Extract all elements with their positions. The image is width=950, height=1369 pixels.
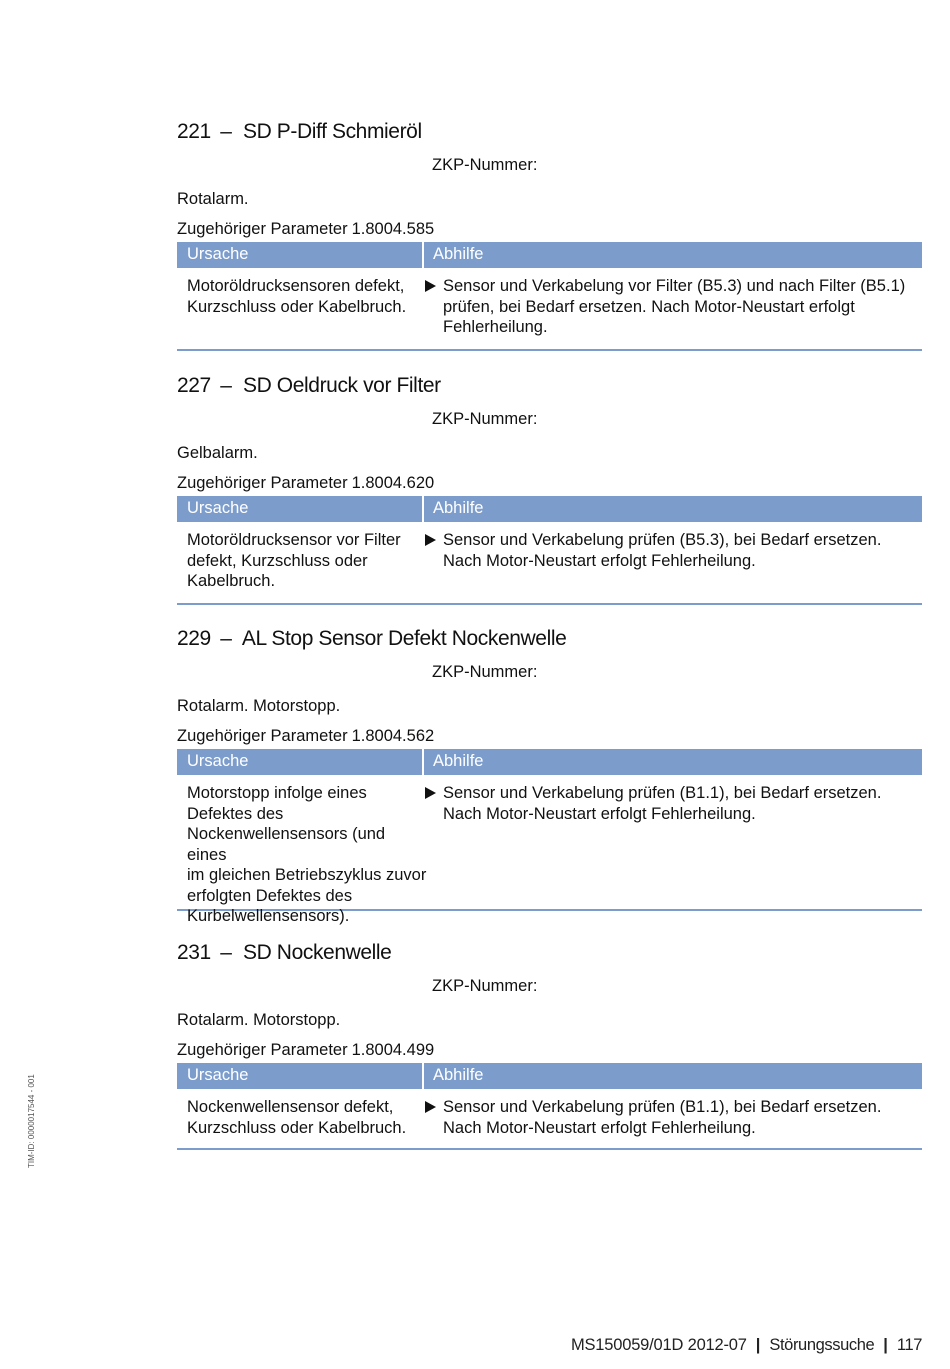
chapter-name: Störungssuche	[769, 1336, 875, 1354]
section-title: SD Oeldruck vor Filter	[243, 374, 441, 397]
zkp-number-label: ZKP-Nummer:	[432, 156, 538, 174]
remedy-line: Nach Motor-Neustart erfolgt Fehlerheilung.	[443, 804, 756, 823]
table-row	[177, 522, 922, 605]
remedy-line: Nach Motor-Neustart erfolgt Fehlerheilung.	[443, 1118, 756, 1137]
related-parameter	[177, 727, 434, 746]
table-row	[177, 1089, 922, 1150]
parameter-value: 1.8004.620	[351, 474, 435, 492]
table-header	[177, 749, 922, 775]
section-title: SD P-Diff Schmieröl	[243, 120, 422, 143]
section-number: 221	[177, 120, 211, 143]
column-divider	[422, 1063, 424, 1089]
cause-line: Motorstopp infolge eines	[187, 784, 367, 802]
remedy-cell	[443, 1097, 921, 1138]
cause-line: Kurzschluss oder Kabelbruch.	[187, 297, 407, 316]
section-title: SD Nockenwelle	[243, 941, 392, 964]
parameter-value: 1.8004.562	[351, 727, 435, 745]
cause-cell	[187, 276, 427, 317]
zkp-number-label: ZKP-Nummer:	[432, 663, 538, 681]
cause-line: Kurzschluss oder Kabelbruch.	[187, 1118, 407, 1137]
table-row	[177, 268, 922, 351]
fault-table	[177, 749, 922, 925]
cause-cell	[187, 1097, 427, 1138]
fault-table	[177, 242, 922, 351]
alarm-level: Rotalarm. Motorstopp.	[177, 697, 341, 715]
section-number: 231	[177, 941, 211, 964]
heading-dash: –	[220, 374, 232, 397]
parameter-value: 1.8004.585	[351, 220, 435, 238]
column-header-cause: Ursache	[187, 245, 249, 263]
footer-separator: |	[755, 1336, 761, 1354]
alarm-level: Rotalarm.	[177, 190, 249, 208]
column-header-cause: Ursache	[187, 752, 249, 770]
section-heading	[177, 941, 391, 965]
heading-dash: –	[220, 120, 232, 143]
remedy-line: Sensor und Verkabelung prüfen (B1.1), bei Bedarf ersetzen.	[443, 1098, 882, 1116]
zkp-number-label: ZKP-Nummer:	[432, 410, 538, 428]
section-heading	[177, 627, 566, 651]
remedy-cell	[443, 783, 921, 824]
heading-dash: –	[220, 627, 232, 650]
cause-cell	[187, 783, 427, 927]
related-parameter	[177, 1041, 434, 1060]
section-number: 227	[177, 374, 211, 397]
cause-line: Motoröldrucksensoren defekt,	[187, 277, 405, 295]
cause-line: defekt, Kurzschluss oder	[187, 551, 368, 570]
table-header	[177, 242, 922, 268]
remedy-line: Fehlerheilung.	[443, 318, 548, 336]
column-header-cause: Ursache	[187, 1066, 249, 1084]
cause-line: Nockenwellensensors (und eines	[187, 825, 386, 864]
parameter-value: 1.8004.499	[351, 1041, 435, 1059]
related-parameter	[177, 474, 434, 493]
table-row	[177, 775, 922, 925]
column-header-remedy: Abhilfe	[433, 1066, 484, 1084]
remedy-cell	[443, 530, 921, 571]
triangle-bullet-icon	[425, 787, 436, 799]
remedy-cell	[443, 276, 921, 338]
remedy-line: prüfen, bei Bedarf ersetzen. Nach Motor-Neustart erfolgt	[443, 297, 855, 316]
page-footer	[571, 1336, 922, 1355]
cause-line: Nockenwellensensor defekt,	[187, 1098, 394, 1116]
cause-line: Kurbelwellensensors).	[187, 907, 350, 925]
alarm-level: Rotalarm. Motorstopp.	[177, 1011, 341, 1029]
fault-table	[177, 496, 922, 605]
column-header-remedy: Abhilfe	[433, 245, 484, 263]
zkp-number-label: ZKP-Nummer:	[432, 977, 538, 995]
cause-line: Defektes des	[187, 804, 284, 823]
footer-separator: |	[883, 1336, 888, 1354]
table-header	[177, 496, 922, 522]
cause-cell	[187, 530, 427, 592]
parameter-label: Zugehöriger Parameter	[177, 1041, 348, 1059]
triangle-bullet-icon	[425, 280, 436, 292]
section-heading	[177, 120, 422, 144]
parameter-label: Zugehöriger Parameter	[177, 220, 348, 238]
cause-line: Motoröldrucksensor vor Filter	[187, 531, 401, 549]
triangle-bullet-icon	[425, 534, 436, 546]
parameter-label: Zugehöriger Parameter	[177, 727, 348, 745]
column-divider	[422, 749, 424, 775]
remedy-line: Sensor und Verkabelung prüfen (B1.1), bei Bedarf ersetzen.	[443, 784, 882, 802]
related-parameter	[177, 220, 434, 239]
remedy-line: Nach Motor-Neustart erfolgt Fehlerheilung.	[443, 551, 756, 570]
cause-line: Kabelbruch.	[187, 572, 276, 590]
column-divider	[422, 242, 424, 268]
section-title: AL Stop Sensor Defekt Nockenwelle	[241, 627, 567, 650]
cause-line: im gleichen Betriebszyklus zuvor	[187, 866, 427, 884]
triangle-bullet-icon	[425, 1101, 436, 1113]
column-header-remedy: Abhilfe	[433, 752, 484, 770]
column-header-cause: Ursache	[187, 499, 249, 517]
page-number: 117	[896, 1336, 922, 1354]
alarm-level: Gelbalarm.	[177, 444, 258, 462]
column-header-remedy: Abhilfe	[433, 499, 484, 517]
document-reference: MS150059/01D 2012-07	[570, 1336, 747, 1354]
section-number: 229	[177, 627, 211, 650]
table-header	[177, 1063, 922, 1089]
column-divider	[422, 496, 424, 522]
fault-table	[177, 1063, 922, 1150]
cause-line: erfolgten Defektes des	[187, 886, 353, 905]
parameter-label: Zugehöriger Parameter	[177, 474, 348, 492]
section-heading	[177, 374, 441, 398]
remedy-line: Sensor und Verkabelung vor Filter (B5.3) und nach Filter (B5.1)	[443, 277, 906, 295]
remedy-line: Sensor und Verkabelung prüfen (B5.3), bei Bedarf ersetzen.	[443, 531, 882, 549]
heading-dash: –	[220, 941, 232, 964]
tim-id-note: TIM-ID: 0000017544 - 001	[27, 1074, 36, 1168]
